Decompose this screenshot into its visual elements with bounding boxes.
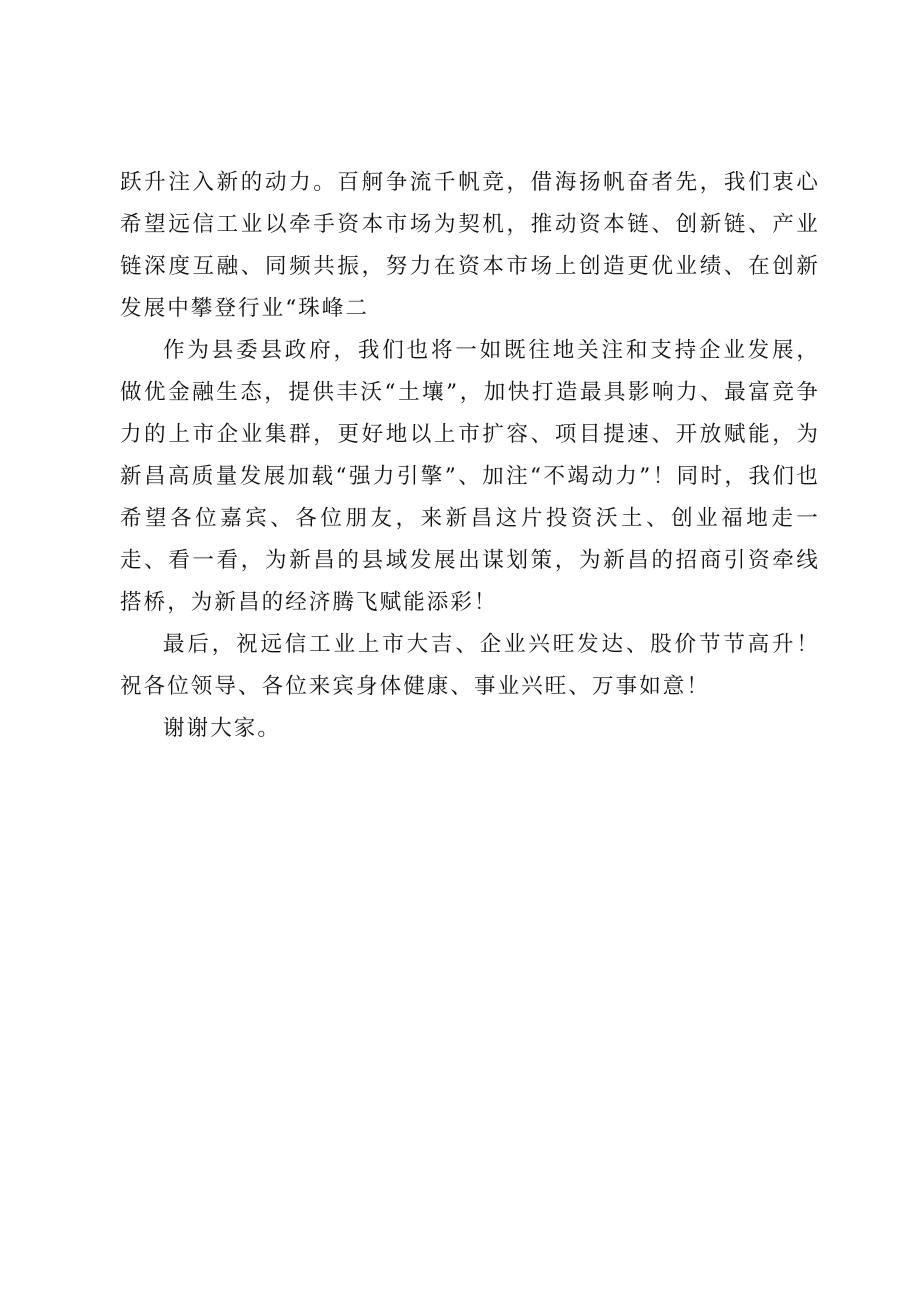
paragraph-continuation: 跃升注入新的动力。百舸争流千帆竞，借海扬帆奋者先，我们衷心希望远信工业以牵手资本市场为契机，推动资本链、创新链、产业链深度互融、同频共振，努力在资本市场上创造更优业绩、在创新发展中攀登行业“珠峰二 xyxy=(120,170,820,321)
paragraph-government-support: 作为县委县政府，我们也将一如既往地关注和支持企业发展，做优金融生态，提供丰沃“土壤”，加快打造最具影响力、最富竞争力的上市企业集群，更好地以上市扩容、项目提速、开放赋能，为新昌高质量发展加载“强力引擎”、加注“不竭动力”！同时，我们也希望各位嘉宾、各位朋友，来新昌这片投资沃土、创业福地走一走、看一看，为新昌的县域发展出谋划策，为新昌的招商引资牵线搭桥，为新昌的经济腾飞赋能添彩！ xyxy=(120,338,820,615)
paragraph-best-wishes: 最后，祝远信工业上市大吉、企业兴旺发达、股价节节高升！祝各位领导、各位来宾身体健康、事业兴旺、万事如意！ xyxy=(120,632,820,699)
document-body xyxy=(120,162,820,750)
paragraph-thanks: 谢谢大家。 xyxy=(163,716,282,741)
